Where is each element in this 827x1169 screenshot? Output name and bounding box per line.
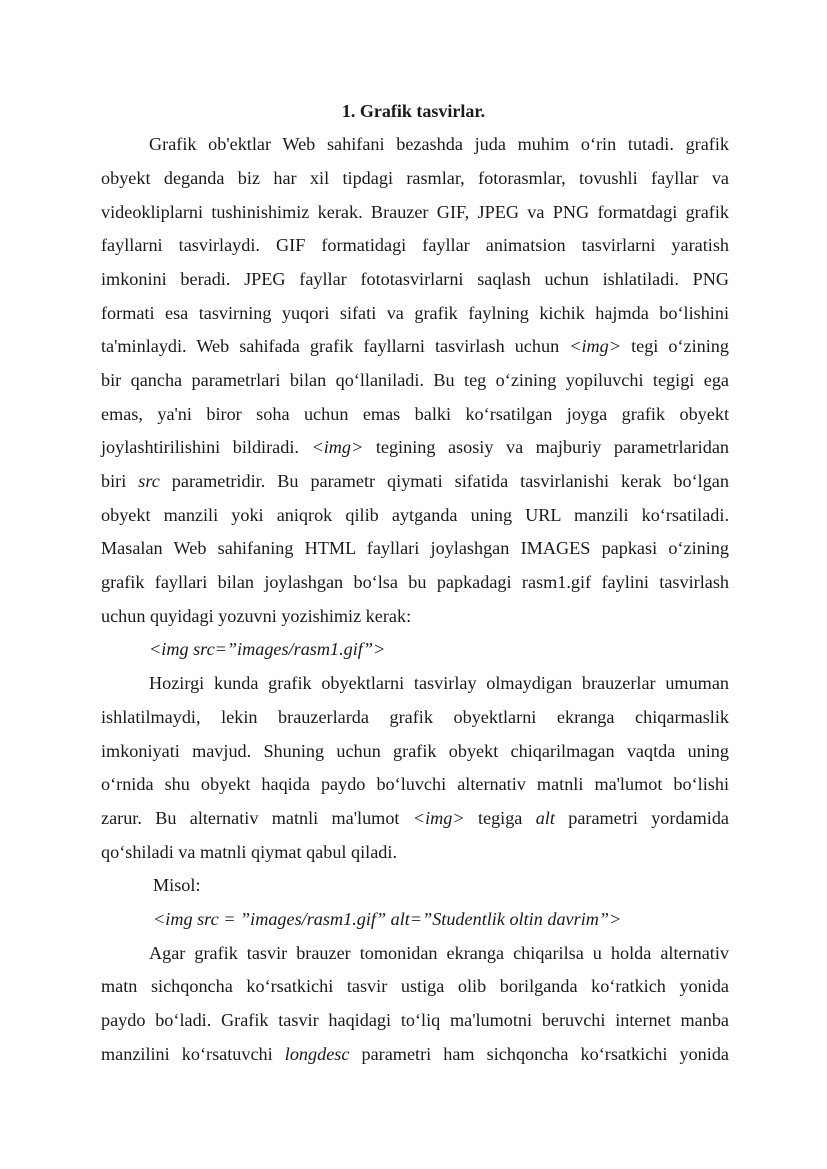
text-fragment: parametri ham sichqoncha ko‘rsatkichi yonida (349, 1044, 729, 1064)
text-line (101, 700, 729, 734)
code-fragment: alt (535, 808, 555, 828)
text-fragment: videokliplarni tushinishimiz kerak. Brauzer GIF, JPEG va PNG formatdagi grafik (101, 202, 729, 222)
text-fragment: parametri yordamida (554, 808, 729, 828)
text-fragment: zarur. Bu alternativ matnli ma'lumot (101, 808, 413, 828)
section-heading: 1. Grafik tasvirlar. (341, 101, 486, 121)
text-fragment: paydo bo‘ladi. Grafik tasvir haqidagi to‘liq ma'lumotni beruvchi internet manba (101, 1010, 729, 1030)
text-line (101, 161, 729, 195)
text-fragment: o‘rnida shu obyekt haqida paydo bo‘luvchi alternativ matnli ma'lumot bo‘lishi (101, 774, 729, 794)
code-fragment: <img> (311, 437, 364, 457)
text-line (101, 228, 729, 262)
text-fragment: matn sichqoncha ko‘rsatkichi tasvir ustiga olib borilganda ko‘ratkich yonida (101, 976, 729, 996)
code-fragment: src (138, 471, 160, 491)
text-line (101, 1037, 729, 1071)
text-fragment: obyekt deganda biz har xil tipdagi rasmlar, fotorasmlar, tovushli fayllar va (101, 168, 729, 188)
text-fragment: manzilini ko‘rsatuvchi (101, 1044, 285, 1064)
text-line (101, 1003, 729, 1037)
code-fragment: <img> (412, 808, 465, 828)
text-line (149, 666, 729, 700)
text-fragment: Grafik ob'ektlar Web sahifani bezashda juda muhim o‘rin tutadi. grafik (149, 134, 729, 154)
text-fragment: imkoniyati mavjud. Shuning uchun grafik obyekt chiqarilmagan vaqtda uning (101, 741, 729, 761)
code-fragment: <img src = ”images/rasm1.gif” alt=”Studentlik oltin davrim”> (153, 909, 622, 929)
text-line (101, 531, 729, 565)
text-line (149, 936, 729, 970)
text-fragment: formati esa tasvirning yuqori sifati va grafik faylning kichik hajmda bo‘lishini (101, 303, 729, 323)
text-fragment: parametridir. Bu parametr qiymati sifatida tasvirlanishi kerak bo‘lgan (159, 471, 729, 491)
text-line (149, 127, 729, 161)
text-fragment: Masalan Web sahifaning HTML fayllari joylashgan IMAGES papkasi o‘zining (101, 538, 729, 558)
text-line (101, 262, 729, 296)
text-fragment: Agar grafik tasvir brauzer tomonidan ekranga chiqarilsa u holda alternativ (149, 943, 729, 963)
text-fragment: grafik fayllari bilan joylashgan bo‘lsa bu papkadagi rasm1.gif faylini tasvirlash (101, 572, 729, 592)
text-line (101, 835, 729, 869)
text-line (153, 902, 621, 936)
code-fragment: longdesc (284, 1044, 350, 1064)
text-fragment: bir qancha parametrlari bilan qo‘llaniladi. Bu teg o‘zining yopiluvchi tegigi ega (101, 370, 729, 390)
text-fragment: tegi o‘zining (621, 336, 729, 356)
text-line (101, 565, 729, 599)
text-fragment: tegining asosiy va majburiy parametrlaridan (363, 437, 729, 457)
text-line (101, 195, 729, 229)
text-line (149, 632, 385, 666)
text-fragment: qo‘shiladi va matnli qiymat qabul qiladi. (101, 842, 397, 862)
text-line (101, 363, 729, 397)
text-fragment: joylashtirilishini bildiradi. (101, 437, 312, 457)
text-fragment: emas, ya'ni biror soha uchun emas balki ko‘rsatilgan joyga grafik obyekt (101, 404, 729, 424)
text-fragment: ta'minlaydi. Web sahifada grafik fayllarni tasvirlash uchun (101, 336, 570, 356)
text-fragment: Misol: (153, 875, 201, 895)
text-fragment: uchun quyidagi yozuvni yozishimiz kerak: (101, 606, 412, 626)
text-line (101, 801, 729, 835)
code-fragment: <img> (569, 336, 622, 356)
text-line (101, 464, 729, 498)
text-fragment: obyekt manzili yoki aniqrok qilib aytganda uning URL manzili ko‘rsatiladi. (101, 505, 729, 525)
text-line (101, 599, 729, 633)
text-fragment: Hozirgi kunda grafik obyektlarni tasvirlay olmaydigan brauzerlar umuman (149, 673, 729, 693)
text-line (101, 498, 729, 532)
text-line (101, 430, 729, 464)
text-line (101, 734, 729, 768)
text-fragment: ishlatilmaydi, lekin brauzerlarda grafik obyektlarni ekranga chiqarmaslik (101, 707, 729, 727)
text-fragment: biri (101, 471, 139, 491)
text-line (101, 329, 729, 363)
text-fragment: imkonini beradi. JPEG fayllar fototasvirlarni saqlash uchun ishlatiladi. PNG (101, 269, 729, 289)
text-fragment: fayllarni tasvirlaydi. GIF formatidagi fayllar animatsion tasvirlarni yaratish (101, 235, 729, 255)
text-line (101, 969, 729, 1003)
text-line (101, 767, 729, 801)
text-line (101, 397, 729, 431)
code-fragment: <img src=”images/rasm1.gif”> (149, 639, 386, 659)
text-line (101, 296, 729, 330)
text-fragment: tegiga (464, 808, 536, 828)
text-line (153, 868, 201, 902)
